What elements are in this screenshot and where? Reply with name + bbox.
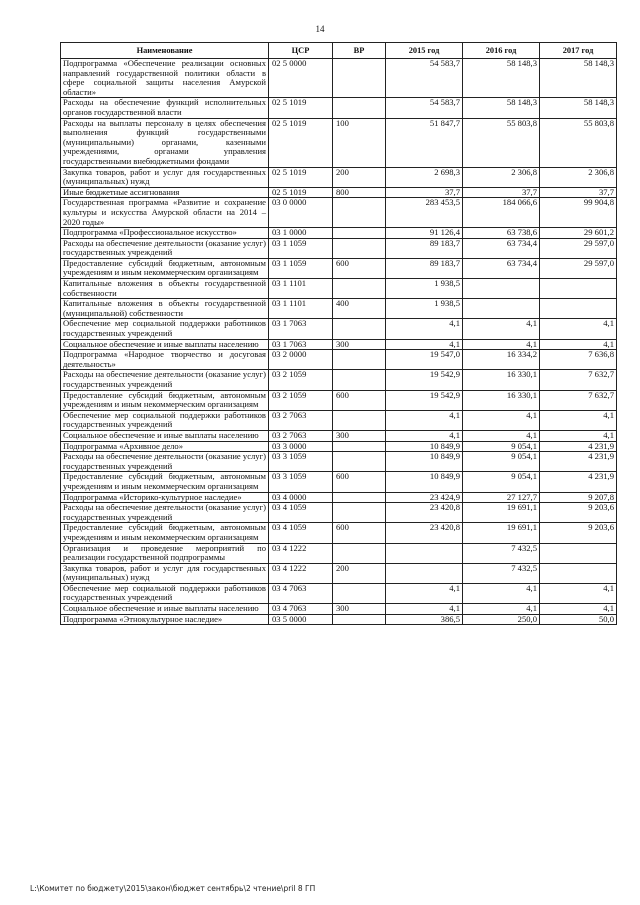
cell-2015: 91 126,4 — [386, 228, 463, 239]
cell-vr: 200 — [333, 563, 386, 583]
table-row — [61, 238, 617, 258]
cell-2017: 4,1 — [540, 410, 617, 430]
cell-name: Предоставление субсидий бюджетным, автономным учреждениям и иным некоммерческим организациям — [61, 258, 269, 278]
table-row — [61, 563, 617, 583]
cell-name: Расходы на обеспечение деятельности (оказание услуг) государственных учреждений — [61, 452, 269, 472]
table-row — [61, 614, 617, 625]
cell-2017 — [540, 543, 617, 563]
cell-name: Расходы на обеспечение деятельности (оказание услуг) государственных учреждений — [61, 238, 269, 258]
table-row — [61, 319, 617, 339]
cell-name: Подпрограмма «Профессиональное искусство» — [61, 228, 269, 239]
cell-2016 — [463, 279, 540, 299]
cell-vr — [333, 98, 386, 118]
budget-table — [60, 42, 617, 625]
cell-name: Закупка товаров, работ и услуг для государственных (муниципальных) нужд — [61, 563, 269, 583]
table-row — [61, 279, 617, 299]
table-row — [61, 98, 617, 118]
cell-vr — [333, 198, 386, 228]
cell-2015: 283 453,5 — [386, 198, 463, 228]
cell-csr: 03 2 7063 — [269, 430, 333, 441]
table-row — [61, 390, 617, 410]
cell-name: Предоставление субсидий бюджетным, автономным учреждениям и иным некоммерческим организациям — [61, 472, 269, 492]
cell-2017: 7 632,7 — [540, 390, 617, 410]
cell-2017: 4,1 — [540, 604, 617, 615]
cell-2016: 16 334,2 — [463, 350, 540, 370]
cell-2015: 4,1 — [386, 319, 463, 339]
cell-vr — [333, 279, 386, 299]
cell-name: Организация и проведение мероприятий по реализации государственной подпрограммы — [61, 543, 269, 563]
cell-vr — [333, 350, 386, 370]
cell-2017: 7 636,8 — [540, 350, 617, 370]
cell-name: Закупка товаров, работ и услуг для государственных (муниципальных) нужд — [61, 167, 269, 187]
header-name: Наименование — [61, 43, 269, 59]
cell-2017 — [540, 563, 617, 583]
cell-csr: 02 5 0000 — [269, 59, 333, 98]
cell-2016: 55 803,8 — [463, 118, 540, 167]
table-row — [61, 59, 617, 98]
cell-name: Расходы на обеспечение функций исполнительных органов государственной власти — [61, 98, 269, 118]
cell-2016: 37,7 — [463, 187, 540, 198]
cell-csr: 03 2 1059 — [269, 370, 333, 390]
table-row — [61, 583, 617, 603]
cell-2016: 184 066,6 — [463, 198, 540, 228]
cell-2017: 4 231,9 — [540, 452, 617, 472]
cell-vr — [333, 370, 386, 390]
cell-name: Социальное обеспечение и иные выплаты населению — [61, 430, 269, 441]
cell-2017: 55 803,8 — [540, 118, 617, 167]
cell-vr — [333, 614, 386, 625]
cell-2016: 9 054,1 — [463, 452, 540, 472]
cell-2016: 58 148,3 — [463, 59, 540, 98]
table-row — [61, 441, 617, 452]
cell-vr — [333, 503, 386, 523]
cell-csr: 03 4 7063 — [269, 583, 333, 603]
cell-2016: 27 127,7 — [463, 492, 540, 503]
cell-2017: 4,1 — [540, 339, 617, 350]
cell-2015: 4,1 — [386, 410, 463, 430]
cell-vr — [333, 452, 386, 472]
cell-csr: 03 3 0000 — [269, 441, 333, 452]
cell-name: Иные бюджетные ассигнования — [61, 187, 269, 198]
cell-name: Капитальные вложения в объекты государственной (муниципальной) собственности — [61, 299, 269, 319]
cell-name: Подпрограмма «Обеспечение реализации основных направлений государственной политики области в сфере социальной защиты населения Амурской области» — [61, 59, 269, 98]
cell-name: Расходы на обеспечение деятельности (оказание услуг) государственных учреждений — [61, 503, 269, 523]
cell-name: Расходы на обеспечение деятельности (оказание услуг) государственных учреждений — [61, 370, 269, 390]
cell-2016: 4,1 — [463, 319, 540, 339]
cell-name: Обеспечение мер социальной поддержки работников государственных учреждений — [61, 319, 269, 339]
cell-2015 — [386, 563, 463, 583]
cell-2017: 99 904,8 — [540, 198, 617, 228]
cell-csr: 03 1 1101 — [269, 299, 333, 319]
cell-2016: 58 148,3 — [463, 98, 540, 118]
cell-2015 — [386, 543, 463, 563]
table-row — [61, 370, 617, 390]
header-csr: ЦСР — [269, 43, 333, 59]
header-2015: 2015 год — [386, 43, 463, 59]
table-row — [61, 430, 617, 441]
cell-2017: 4,1 — [540, 319, 617, 339]
cell-csr: 03 2 7063 — [269, 410, 333, 430]
cell-2015: 89 183,7 — [386, 238, 463, 258]
cell-2015: 89 183,7 — [386, 258, 463, 278]
cell-2017: 29 597,0 — [540, 238, 617, 258]
cell-csr: 03 4 7063 — [269, 604, 333, 615]
cell-csr: 03 4 1222 — [269, 563, 333, 583]
cell-2016: 4,1 — [463, 430, 540, 441]
cell-2017: 2 306,8 — [540, 167, 617, 187]
cell-2015: 10 849,9 — [386, 441, 463, 452]
cell-2016 — [463, 299, 540, 319]
table-row — [61, 187, 617, 198]
cell-2015: 23 420,8 — [386, 503, 463, 523]
cell-2015: 4,1 — [386, 583, 463, 603]
cell-2016: 9 054,1 — [463, 472, 540, 492]
cell-vr — [333, 59, 386, 98]
table-row — [61, 410, 617, 430]
cell-2015: 1 938,5 — [386, 299, 463, 319]
cell-2015: 54 583,7 — [386, 59, 463, 98]
cell-name: Социальное обеспечение и иные выплаты населению — [61, 604, 269, 615]
table-row — [61, 118, 617, 167]
cell-2016: 19 691,1 — [463, 523, 540, 543]
cell-name: Обеспечение мер социальной поддержки работников государственных учреждений — [61, 410, 269, 430]
cell-2017: 4 231,9 — [540, 441, 617, 452]
cell-csr: 03 3 1059 — [269, 452, 333, 472]
cell-csr: 03 2 0000 — [269, 350, 333, 370]
cell-csr: 02 5 1019 — [269, 118, 333, 167]
cell-name: Предоставление субсидий бюджетным, автономным учреждениям и иным некоммерческим организациям — [61, 523, 269, 543]
cell-name: Расходы на выплаты персоналу в целях обеспечения выполнения функций государственными (муниципальными) органами, казенными учреждениями, органами управления государственными внебюджетными фондами — [61, 118, 269, 167]
cell-2017: 58 148,3 — [540, 59, 617, 98]
cell-csr: 02 5 1019 — [269, 187, 333, 198]
cell-vr: 400 — [333, 299, 386, 319]
cell-vr: 100 — [333, 118, 386, 167]
cell-2017: 4,1 — [540, 430, 617, 441]
cell-2016: 4,1 — [463, 604, 540, 615]
cell-2015: 10 849,9 — [386, 452, 463, 472]
cell-2015: 1 938,5 — [386, 279, 463, 299]
cell-vr: 300 — [333, 604, 386, 615]
cell-2017: 9 203,6 — [540, 523, 617, 543]
cell-2016: 63 734,4 — [463, 258, 540, 278]
cell-name: Государственная программа «Развитие и сохранение культуры и искусства Амурской области на 2014 – 2020 годы» — [61, 198, 269, 228]
cell-csr: 02 5 1019 — [269, 167, 333, 187]
cell-2017 — [540, 299, 617, 319]
cell-2015: 51 847,7 — [386, 118, 463, 167]
cell-2016: 2 306,8 — [463, 167, 540, 187]
table-body — [61, 59, 617, 625]
cell-csr: 03 1 7063 — [269, 339, 333, 350]
cell-2017: 9 207,8 — [540, 492, 617, 503]
table-row — [61, 503, 617, 523]
table-row — [61, 523, 617, 543]
cell-2017: 29 601,2 — [540, 228, 617, 239]
cell-csr: 03 5 0000 — [269, 614, 333, 625]
header-2017: 2017 год — [540, 43, 617, 59]
cell-2017: 7 632,7 — [540, 370, 617, 390]
cell-2015: 23 424,9 — [386, 492, 463, 503]
cell-csr: 03 1 0000 — [269, 228, 333, 239]
page-number: 14 — [315, 24, 325, 34]
table-row — [61, 492, 617, 503]
table-row — [61, 228, 617, 239]
cell-vr: 200 — [333, 167, 386, 187]
table-row — [61, 167, 617, 187]
cell-2015: 4,1 — [386, 339, 463, 350]
cell-csr: 03 4 1222 — [269, 543, 333, 563]
cell-2017: 50,0 — [540, 614, 617, 625]
cell-2015: 2 698,3 — [386, 167, 463, 187]
cell-name: Подпрограмма «Архивное дело» — [61, 441, 269, 452]
cell-2015: 4,1 — [386, 604, 463, 615]
cell-csr: 03 3 1059 — [269, 472, 333, 492]
cell-vr — [333, 441, 386, 452]
cell-2016: 9 054,1 — [463, 441, 540, 452]
table-header-row — [61, 43, 617, 59]
cell-vr — [333, 492, 386, 503]
cell-name: Подпрограмма «Народное творчество и досуговая деятельность» — [61, 350, 269, 370]
cell-2016: 16 330,1 — [463, 390, 540, 410]
cell-2016: 63 734,4 — [463, 238, 540, 258]
header-2016: 2016 год — [463, 43, 540, 59]
cell-2016: 19 691,1 — [463, 503, 540, 523]
table-row — [61, 472, 617, 492]
footer-file-path: L:\Комитет по бюджету\2015\закон\бюджет сентябрь\2 чтение\pril 8 ГП — [30, 884, 316, 893]
cell-name: Обеспечение мер социальной поддержки работников государственных учреждений — [61, 583, 269, 603]
cell-vr — [333, 543, 386, 563]
cell-vr — [333, 238, 386, 258]
cell-csr: 03 4 1059 — [269, 523, 333, 543]
cell-csr: 03 2 1059 — [269, 390, 333, 410]
cell-csr: 02 5 1019 — [269, 98, 333, 118]
cell-csr: 03 1 1059 — [269, 258, 333, 278]
cell-2015: 10 849,9 — [386, 472, 463, 492]
cell-vr: 600 — [333, 523, 386, 543]
table-row — [61, 604, 617, 615]
cell-csr: 03 1 7063 — [269, 319, 333, 339]
cell-vr: 300 — [333, 339, 386, 350]
cell-name: Предоставление субсидий бюджетным, автономным учреждениям и иным некоммерческим организациям — [61, 390, 269, 410]
cell-2016: 250,0 — [463, 614, 540, 625]
cell-2016: 63 738,6 — [463, 228, 540, 239]
cell-2015: 4,1 — [386, 430, 463, 441]
cell-2017: 29 597,0 — [540, 258, 617, 278]
cell-2015: 19 542,9 — [386, 390, 463, 410]
cell-name: Капитальные вложения в объекты государственной собственности — [61, 279, 269, 299]
cell-csr: 03 4 0000 — [269, 492, 333, 503]
table-row — [61, 350, 617, 370]
cell-vr — [333, 319, 386, 339]
table-row — [61, 543, 617, 563]
cell-2016: 7 432,5 — [463, 543, 540, 563]
cell-2016: 7 432,5 — [463, 563, 540, 583]
cell-2017: 4,1 — [540, 583, 617, 603]
cell-2015: 37,7 — [386, 187, 463, 198]
table-row — [61, 339, 617, 350]
cell-vr — [333, 410, 386, 430]
cell-2017 — [540, 279, 617, 299]
cell-2015: 386,5 — [386, 614, 463, 625]
cell-2017: 4 231,9 — [540, 472, 617, 492]
cell-vr: 300 — [333, 430, 386, 441]
cell-csr: 03 0 0000 — [269, 198, 333, 228]
cell-2016: 4,1 — [463, 410, 540, 430]
cell-2016: 4,1 — [463, 339, 540, 350]
cell-2017: 37,7 — [540, 187, 617, 198]
cell-name: Социальное обеспечение и иные выплаты населению — [61, 339, 269, 350]
cell-2017: 9 203,6 — [540, 503, 617, 523]
cell-csr: 03 4 1059 — [269, 503, 333, 523]
cell-vr: 800 — [333, 187, 386, 198]
cell-vr: 600 — [333, 258, 386, 278]
cell-2015: 19 547,0 — [386, 350, 463, 370]
table-row — [61, 452, 617, 472]
table-row — [61, 258, 617, 278]
cell-2016: 4,1 — [463, 583, 540, 603]
cell-2016: 16 330,1 — [463, 370, 540, 390]
cell-csr: 03 1 1101 — [269, 279, 333, 299]
table-row — [61, 299, 617, 319]
header-vr: ВР — [333, 43, 386, 59]
cell-2015: 54 583,7 — [386, 98, 463, 118]
cell-vr — [333, 583, 386, 603]
cell-name: Подпрограмма «Историко-культурное наследие» — [61, 492, 269, 503]
cell-2015: 19 542,9 — [386, 370, 463, 390]
cell-vr: 600 — [333, 390, 386, 410]
cell-csr: 03 1 1059 — [269, 238, 333, 258]
cell-2017: 58 148,3 — [540, 98, 617, 118]
table-row — [61, 198, 617, 228]
cell-2015: 23 420,8 — [386, 523, 463, 543]
cell-vr — [333, 228, 386, 239]
cell-vr: 600 — [333, 472, 386, 492]
cell-name: Подпрограмма «Этнокультурное наследие» — [61, 614, 269, 625]
